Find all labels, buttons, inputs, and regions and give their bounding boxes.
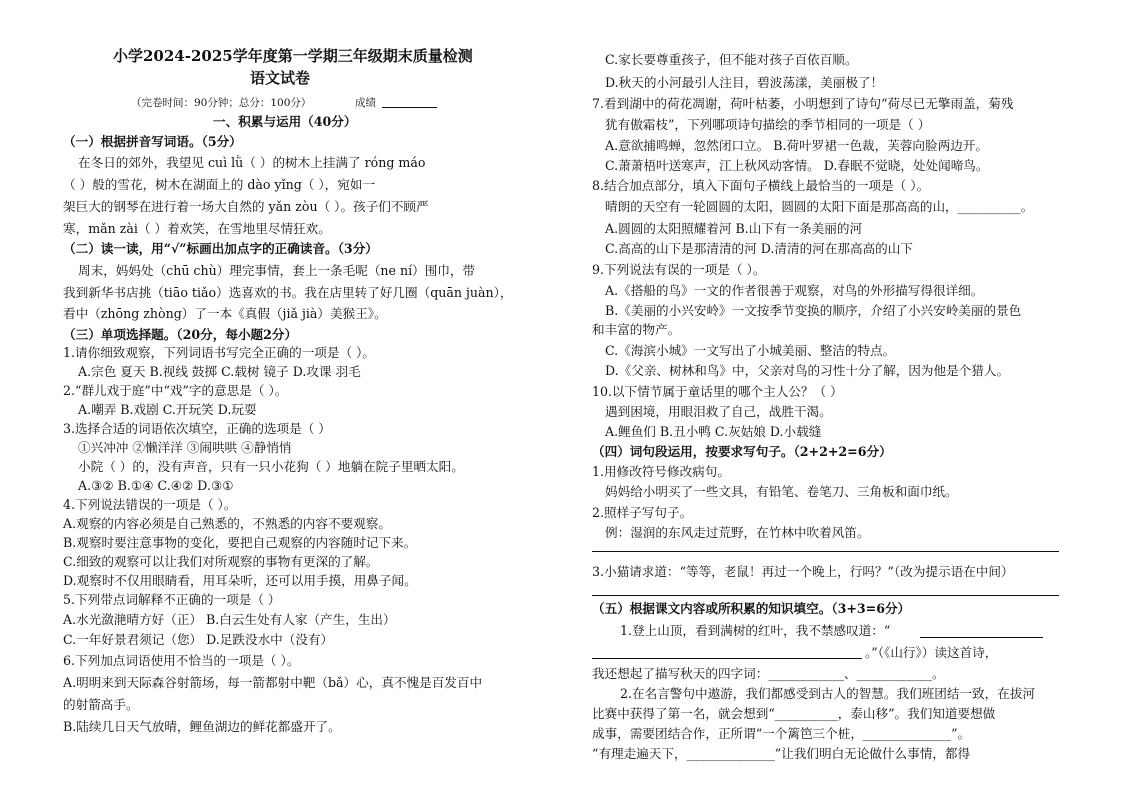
question-options: A.嘲弄 B.戏剧 C.开玩笑 D.玩耍 (78, 402, 257, 417)
question-text: 3.选择合适的词语依次填空，正确的选项是（ ） (63, 421, 331, 436)
text-line: （ ）般的雪花，树木在湖面上的 dào yǐng（ ），宛如一 (63, 177, 376, 192)
question-text: 犹有傲霜枝”，下列哪项诗句描绘的季节相同的一项是（ ） (605, 117, 931, 132)
text-line: 晴朗的天空有一轮圆圆的太阳，圆圆的太阳下面是那高高的山，__________。 (605, 199, 1034, 214)
option-line: C.《海滨小城》一文写出了小城美丽、整洁的特点。 (605, 343, 896, 358)
question-heading: （一）根据拼音写词语。（5分） (63, 134, 242, 149)
question-text: 10.以下情节属于童话里的哪个主人公？（ ） (592, 384, 843, 399)
option-line: D.观察时不仅用眼睛看，用耳朵听，还可以用手摸，用鼻子闻。 (63, 573, 417, 588)
text-line: 妈妈给小明买了一些文具，有铅笔、卷笔刀、三角板和面巾纸。 (605, 484, 958, 499)
option-line: C.萧萧梧叶送寒声，江上秋风动客情。 D.春眠不觉晓，处处闻啼鸟。 (605, 158, 989, 173)
exam-title: 小学2024-2025学年度第一学期三年级期末质量检测 (113, 47, 473, 65)
option-line: 的射箭高手。 (63, 697, 139, 712)
question-text: 9.下列说法有误的一项是（ ）。 (592, 262, 766, 277)
question-text: 6.下列加点词语使用不恰当的一项是（ ）。 (63, 653, 300, 668)
option-line: A.明明来到天际森谷射箭场，每一箭都射中靶（bǎ）心，真不愧是百发百中 (63, 675, 483, 690)
question-text: 1.用修改符号修改病句。 (592, 464, 730, 479)
answer-line[interactable] (592, 594, 1059, 596)
answer-blank[interactable] (920, 636, 1043, 638)
answer-line[interactable] (592, 550, 1059, 552)
question-heading: （四）词句段运用，按要求写句子。（2+2+2=6分） (592, 444, 892, 459)
text-line: 周末，妈妈处（chū chù）理完事情，套上一条毛呢（ne ní）围巾，带 (78, 263, 476, 278)
question-text: 8.结合加点部分，填入下面句子横线上最恰当的一项是（ ）。 (592, 178, 930, 193)
question-text: 4.下列说法错误的一项是（ ）。 (63, 497, 237, 512)
question-text: 5.下列带点词解释不正确的一项是（ ） (63, 592, 281, 607)
text-line: 小院（ ）的，没有声音，只有一只小花狗（ ）地躺在院子里晒太阳。 (78, 459, 464, 474)
question-text: 2.照样子写句子。 (592, 505, 693, 520)
text-line: 。”（《山行》）读这首诗， (865, 645, 998, 660)
question-heading: （二）读一读，用“√”标画出加点字的正确读音。（3分） (63, 241, 378, 256)
text-line: 2.在名言警句中遨游，我们都感受到古人的智慧。我们班团结一致，在拔河 (620, 686, 1036, 701)
option-line: B.陆续几日天气放晴，鲤鱼湖边的鲜花都盛开了。 (63, 719, 341, 734)
question-text: 7.看到湖中的荷花凋谢，荷叶枯萎，小明想到了诗句“荷尽已无擎雨盖，菊残 (592, 96, 1014, 111)
question-text: 1.请你细致观察，下列词语书写完全正确的一项是（ ）。 (63, 345, 375, 360)
option-line: C.一年好景君须记（您） D.足跌没水中（没有） (63, 632, 334, 647)
option-line: A.水光潋滟晴方好（正） B.白云生处有人家（产生，生出） (63, 612, 396, 627)
option-line: A.意欲捕鸣蝉，忽然闭口立。 B.荷叶罗裙一色裁，芙蓉向脸两边开。 (605, 138, 988, 153)
option-line: 和丰富的物产。 (592, 322, 681, 337)
question-options: A.宗色 夏天 B.视线 鼓掷 C.载树 镜子 D.攻课 羽毛 (78, 364, 361, 379)
text-line: 我还想起了描写秋天的四字词：____________、____________。 (592, 666, 945, 681)
text-line: ①兴冲冲 ②懒洋洋 ③闹哄哄 ④静悄悄 (78, 440, 292, 455)
score-label: 成绩 (355, 97, 376, 109)
question-options: A.鲤鱼们 B.丑小鸭 C.灰姑娘 D.小载缝 (605, 424, 822, 439)
option-line: C.家长要尊重孩子，但不能对孩子百依百顺。 (605, 52, 858, 67)
text-line: 寒，mǎn zài（ ）着欢笑，在雪地里尽情狂欢。 (63, 221, 331, 236)
text-line: 比赛中获得了第一名，就会想到“__________，泰山移”。我们知道要想做 (592, 706, 996, 721)
question-heading: （三）单项选择题。（20分，每小题2分） (63, 327, 298, 342)
question-text: 1.登上山顶，看到满树的红叶，我不禁感叹道：“ (620, 623, 891, 638)
text-line: 我到新华书店挑（tiāo tiǎo）选喜欢的书。我在店里转了好几圈（quān juàn）， (63, 285, 513, 300)
option-line: C.细致的观察可以让我们对所观察的事物有更深的了解。 (63, 554, 379, 569)
option-line: B.《美丽的小兴安岭》一文按季节变换的顺序，介绍了小兴安岭美丽的景色 (605, 303, 1022, 318)
score-blank[interactable] (382, 106, 437, 108)
answer-blank[interactable] (592, 657, 862, 659)
text-line: 在冬日的郊外，我望见 cuì lǜ（ ）的树木上挂满了 róng máo (78, 155, 426, 170)
option-line: D.《父亲、树林和鸟》中，父亲对鸟的习性十分了解，因为他是个猎人。 (605, 363, 1010, 378)
question-text: 3.小猫请求道：“等等，老鼠！再过一个晚上，行吗？”（改为提示语在中间） (592, 564, 1014, 579)
option-line: C.高高的山下是那清清的河 D.清清的河在那高高的山下 (605, 241, 913, 256)
option-line: A.观察的内容必须是自己熟悉的，不熟悉的内容不要观察。 (63, 516, 391, 531)
question-heading: （五）根据课文内容或所积累的知识填空。（3+3=6分） (592, 601, 911, 616)
option-line: D.秋天的小河最引人注目，碧波荡漾，美丽极了！ (605, 75, 884, 90)
question-options: A.③② B.①④ C.④② D.③① (78, 478, 234, 493)
text-line: “有理走遍天下，______________”让我们明白无论做什么事情，都得 (592, 746, 971, 761)
exam-info: （完卷时间：90分钟；总分：100分） (131, 97, 312, 109)
option-line: B.观察时要注意事物的变化，要把自己观察的内容随时记下来。 (63, 535, 417, 550)
exam-subtitle: 语文试卷 (250, 69, 311, 87)
text-line: 遇到困境，用眼泪救了自己，战胜干渴。 (605, 404, 832, 419)
option-line: A.圆圆的太阳照耀着河 B.山下有一条美丽的河 (605, 221, 863, 236)
question-text: 2.“群儿戏于庭”中“戏”字的意思是（ ）。 (63, 383, 288, 398)
option-line: A.《搭船的鸟》一文的作者很善于观察，对鸟的外形描写得很详细。 (605, 283, 984, 298)
section-heading: 一、积累与运用（40分） (213, 114, 357, 129)
text-line: 看中（zhōng zhòng）了一本《真假（jiǎ jià）美猴王》。 (63, 306, 387, 321)
text-line: 架巨大的钢琴在进行着一场大自然的 yǎn zòu（ ）。孩子们不顾严 (63, 199, 429, 214)
text-line: 例：湿润的东风走过荒野，在竹林中吹着风笛。 (605, 525, 870, 540)
text-line: 成事，需要团结合作，正所谓“一个篱笆三个桩，______________”。 (592, 726, 971, 741)
